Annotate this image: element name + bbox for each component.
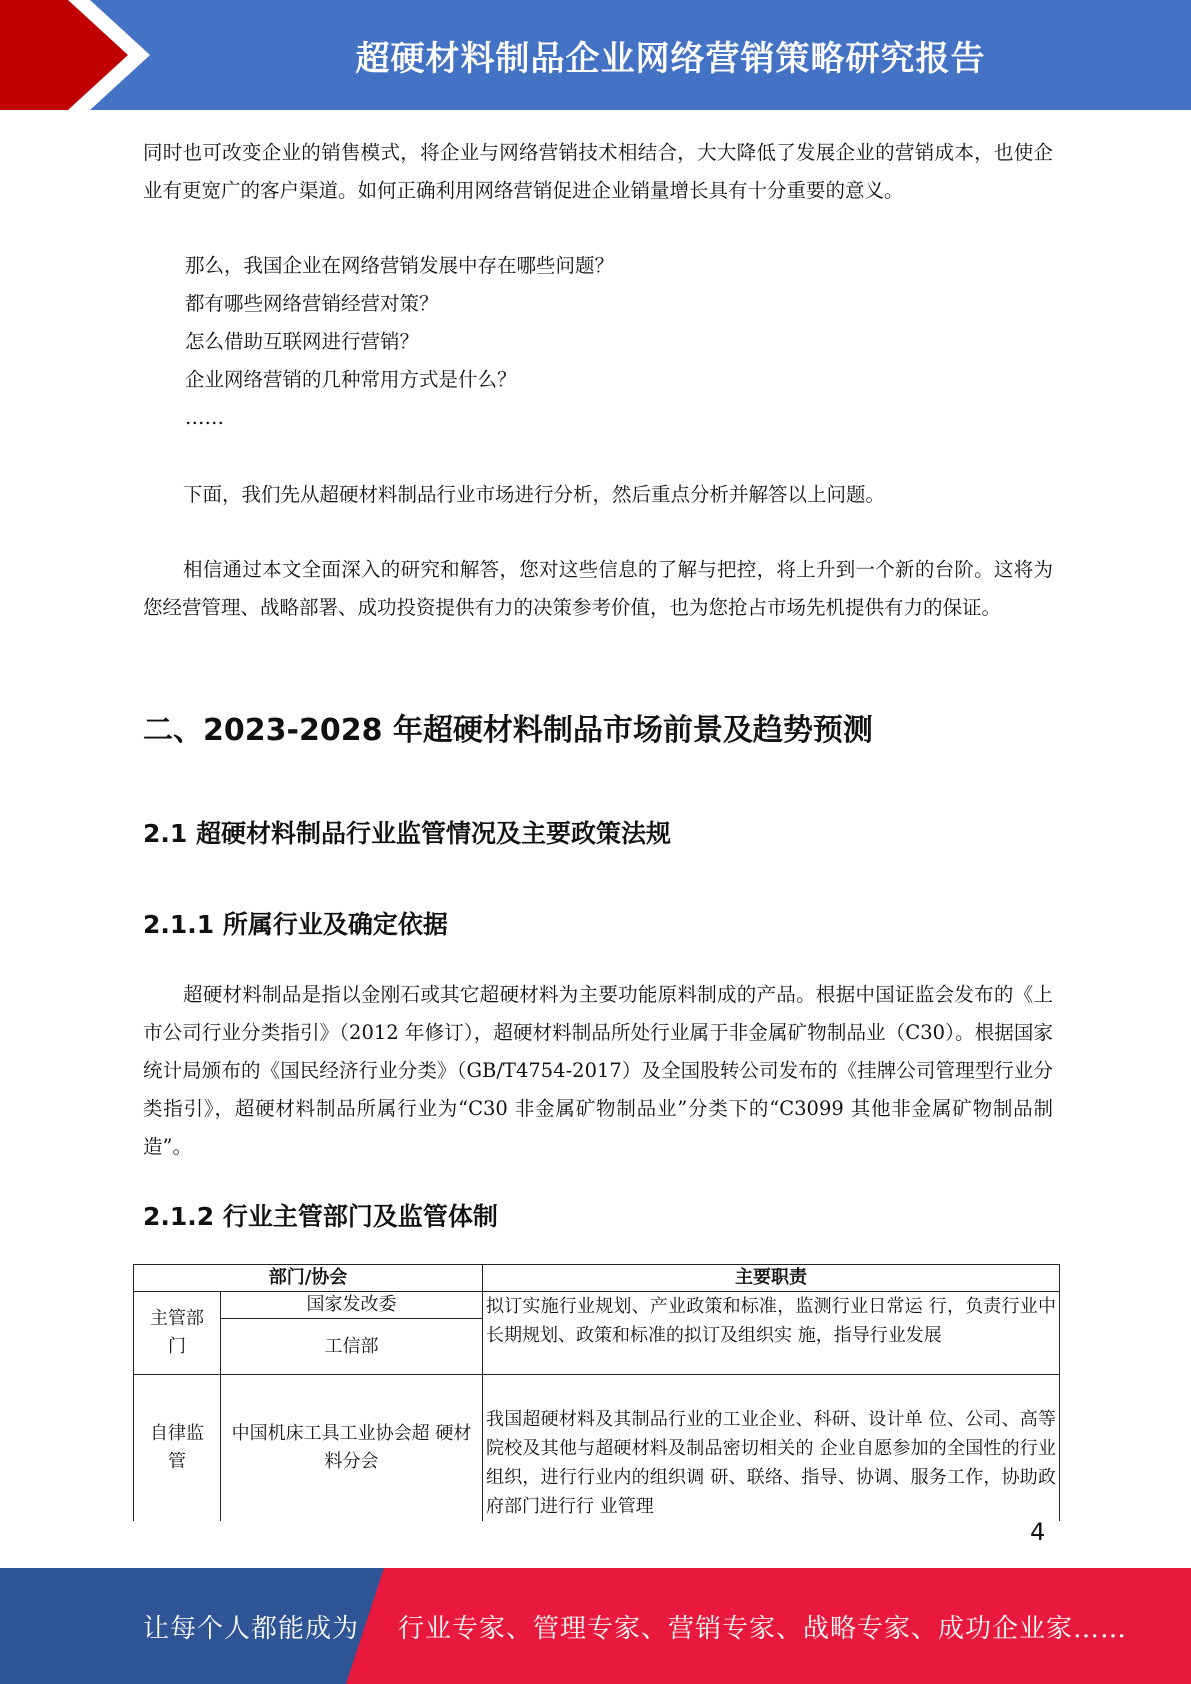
intro-paragraph-1: 同时也可改变企业的销售模式，将企业与网络营销技术相结合，大大降低了发展企业的营销成本，也使企业有更宽广的客户渠道。如何正确利用网络营销促进企业销量增长具有十分重要的意义。 [143, 141, 1053, 202]
footer-slogan-right: 行业专家、管理专家、营销专家、战略专家、成功企业家…… [398, 1613, 1128, 1644]
intro-paragraph-2: 下面，我们先从超硬材料制品行业市场进行分析，然后重点分析并解答以上问题。 [183, 483, 886, 506]
dept-cell: 工信部 [221, 1319, 483, 1375]
table-row [134, 1292, 1060, 1319]
question-list [143, 247, 1053, 437]
page-number: 4 [1030, 1518, 1046, 1546]
header-banner [0, 0, 1191, 110]
industry-basis-paragraph: 超硬材料制品是指以金刚石或其它超硬材料为主要功能原料制成的产品。根据中国证监会发布的《上市公司行业分类指引》（2012 年修订），超硬材料制品所处行业属于非金属矿物制品业（C30）。根据国家统计局颁布的《国民经济行业分类》（GB/T4754-2017）及全国股转公司发布的《挂牌公司管理型行业分类指引》，超硬材料制品所属行业为“C30 非金属矿物制品业”分类下的“C3099 其他非金属矿物制品制造”。 [143, 983, 1053, 1158]
duty-cell: 我国超硬材料及其制品行业的工业企业、科研、设计单 位、公司、高等院校及其他与超硬材料及制品密切相关的 企业自愿参加的全国性的行业组织，进行行业内的组织调 研、联络、指导、协调、服务工作，协助政府部门进行行 业管理 [483, 1375, 1060, 1522]
footer-banner [0, 1568, 1191, 1684]
subsection-heading-2-1-2: 2.1.2 行业主管部门及监管体制 [143, 1202, 498, 1231]
regulatory-table [133, 1264, 1060, 1521]
category-cell: 自律监管 [134, 1375, 221, 1522]
question-item: 都有哪些网络营销经营对策？ [185, 292, 439, 315]
section-heading: 二、2023-2028 年超硬材料制品市场前景及趋势预测 [143, 713, 873, 748]
table-row [134, 1375, 1060, 1522]
dept-cell: 中国机床工具工业协会超 硬材料分会 [221, 1375, 483, 1522]
duty-cell: 拟订实施行业规划、产业政策和标准，监测行业日常运 行，负责行业中长期规划、政策和标准的拟订及组织实 施，指导行业发展 [483, 1292, 1060, 1375]
dept-cell: 国家发改委 [221, 1292, 483, 1319]
question-item: 怎么借助互联网进行营销？ [185, 330, 420, 353]
question-item: 企业网络营销的几种常用方式是什么？ [185, 368, 517, 391]
header-dept: 部门/协会 [134, 1265, 483, 1292]
footer-slogan-left: 让每个人都能成为 [143, 1613, 360, 1644]
red-arrow-decoration [0, 0, 160, 110]
question-item: …… [185, 406, 224, 429]
header-duty: 主要职责 [483, 1265, 1060, 1292]
report-title: 超硬材料制品企业网络营销策略研究报告 [355, 38, 986, 79]
subsection-heading-2-1-1: 2.1.1 所属行业及确定依据 [143, 910, 448, 939]
table-header-row [134, 1265, 1060, 1292]
intro-paragraph-3: 相信通过本文全面深入的研究和解答，您对这些信息的了解与把控，将上升到一个新的台阶。这将为您经营管理、战略部署、成功投资提供有力的决策参考价值，也为您抢占市场先机提供有力的保证。 [143, 558, 1053, 619]
category-cell: 主管部门 [134, 1292, 221, 1375]
question-item: 那么，我国企业在网络营销发展中存在哪些问题？ [185, 254, 615, 277]
subsection-heading-2-1: 2.1 超硬材料制品行业监管情况及主要政策法规 [143, 819, 671, 848]
